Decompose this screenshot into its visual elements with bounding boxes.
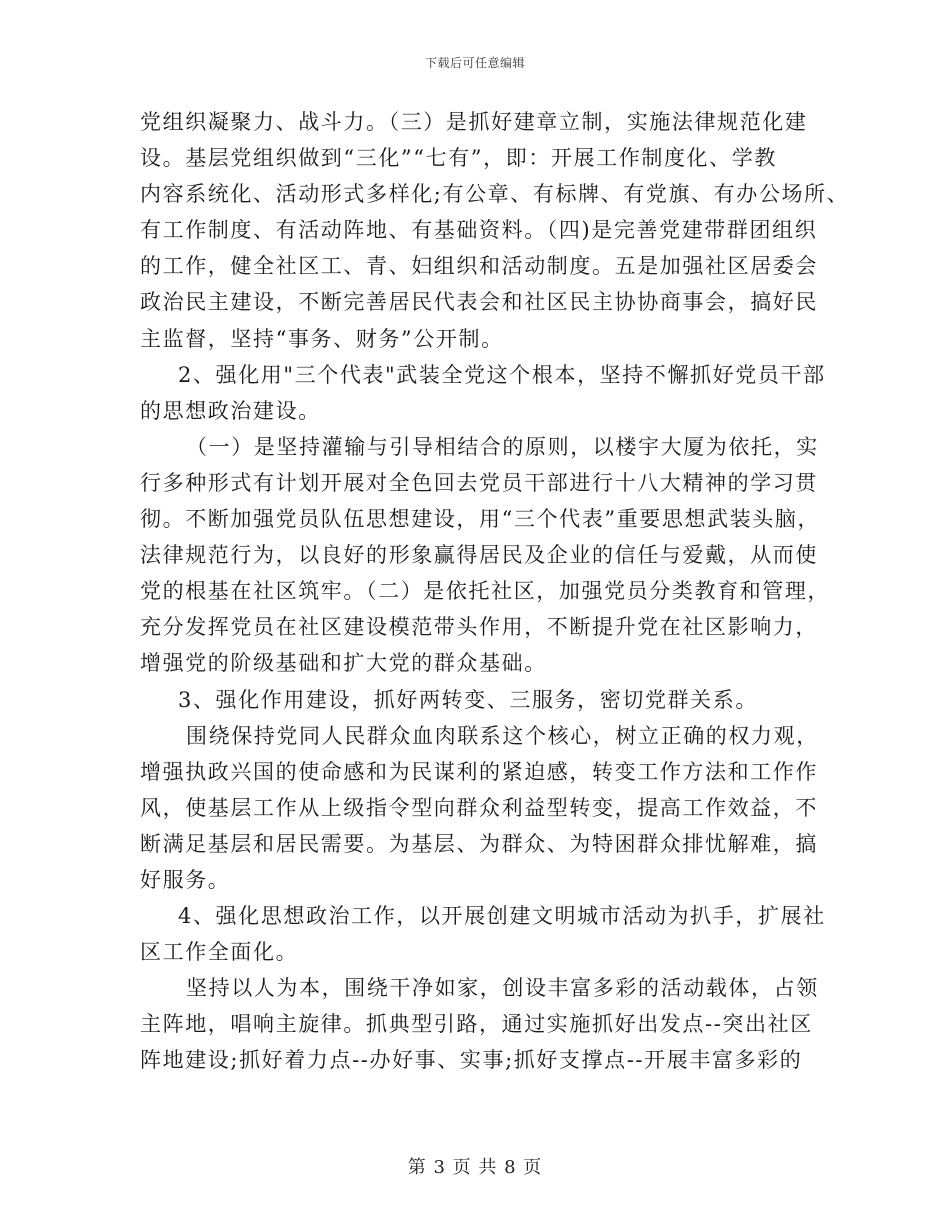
text-line: 风，使基层工作从上级指令型向群众利益型转变，提高工作效益，不	[140, 795, 818, 820]
text-line: 党组织凝聚力、战斗力。（三）是抓好建章立制，实施法律规范化建	[140, 110, 808, 134]
body-text	[140, 104, 850, 1079]
text-line: 主监督，坚持“事务、财务”公开制。	[140, 326, 504, 351]
text-line: 增强党的阶级基础和扩大党的群众基础。	[140, 651, 547, 676]
text-line: 设。基层党组织做到“三化”“七有”，即：开展工作制度化、学教	[140, 146, 777, 171]
text-line: 法律规范行为，以良好的形象赢得居民及企业的信任与爱戴，从而使	[140, 543, 818, 568]
text-line: 好服务。	[140, 867, 231, 892]
text-line: 围绕保持党同人民群众血肉联系这个核心，树立正确的权力观，	[186, 723, 819, 748]
text-line: 主阵地，唱响主旋律。抓典型引路，通过实施抓好出发点--突出社区	[140, 1012, 813, 1037]
text-line: （一）是坚持灌输与引导相结合的原则，以楼宇大厦为依托，实	[186, 434, 819, 459]
text-line: 增强执政兴国的使命感和为民谋利的紧迫感，转变工作方法和工作作	[140, 759, 818, 784]
text-line: 区工作全面化。	[140, 940, 299, 965]
text-line: 的思想政治建设。	[140, 398, 321, 423]
text-line: 彻。不断加强党员队伍思想建设，用“三个代表”重要思想武装头脑，	[140, 507, 821, 532]
text-line: 党的根基在社区筑牢。（二）是依托社区，加强党员分类教育和管理，	[140, 579, 831, 604]
text-line: 断满足基层和居民需要。为基层、为群众、为特困群众排忧解难，搞	[140, 831, 818, 856]
text-line: 行多种形式有计划开展对全色回去党员干部进行十八大精神的学习贯	[140, 470, 818, 495]
text-line: 政治民主建设，不断完善居民代表会和社区民主协协商事会，搞好民	[140, 290, 818, 315]
text-line: 充分发挥党员在社区建设模范带头作用，不断提升党在社区影响力，	[140, 615, 818, 640]
text-line: 有工作制度、有活动阵地、有基础资料。（四)是完善党建带群团组织	[140, 218, 818, 243]
text-line: 的工作，健全社区工、青、妇组织和活动制度。五是加强社区居委会	[140, 254, 818, 279]
text-line: 内容系统化、活动形式多样化;有公章、有标牌、有党旗、有办公场所、	[140, 182, 850, 207]
section-heading-2: 2、强化用"三个代表"武装全党这个根本，坚持不懈抓好党员干部	[178, 362, 826, 387]
page-header: 下载后可任意编辑	[424, 56, 525, 70]
page-number-footer: 第 3 页 共 8 页	[407, 1157, 543, 1178]
text-line: 阵地建设;抓好着力点--办好事、实事;抓好支撑点--开展丰富多彩的	[140, 1048, 803, 1073]
section-heading-4: 4、强化思想政治工作，以开展创建文明城市活动为扒手，扩展社	[178, 904, 826, 929]
section-heading-3: 3、强化作用建设，抓好两转变、三服务，密切党群关系。	[178, 687, 758, 712]
text-line: 坚持以人为本，围绕干净如家，创设丰富多彩的活动载体，占领	[186, 976, 819, 1001]
